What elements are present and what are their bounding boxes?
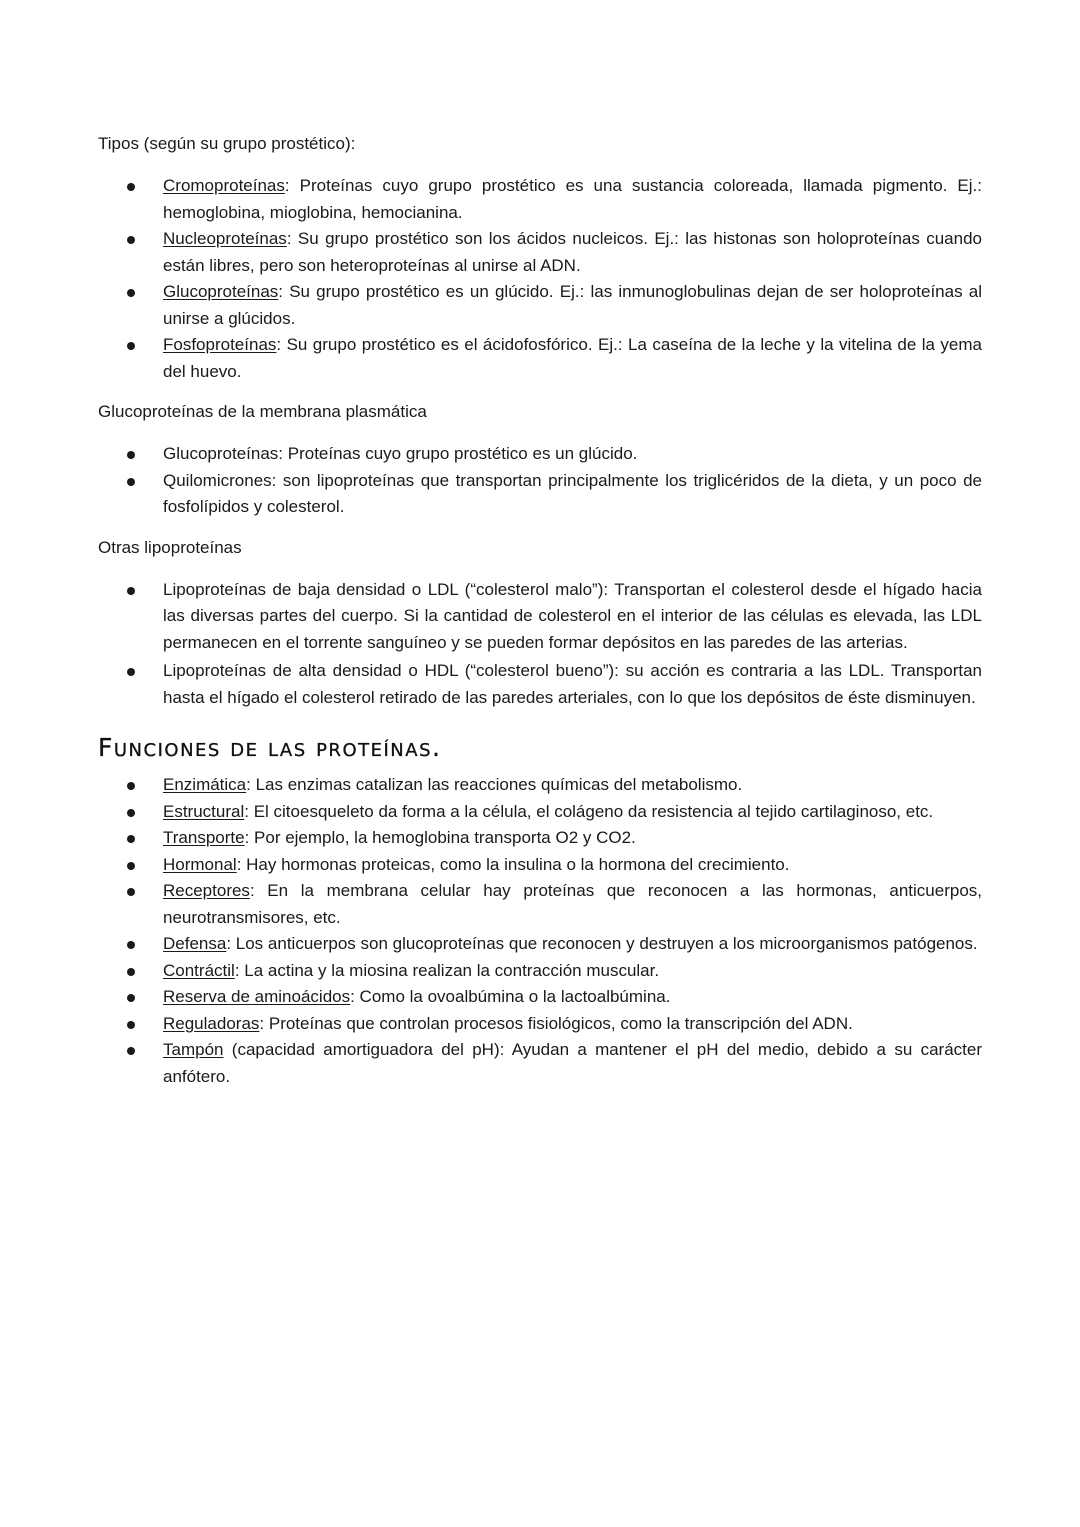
item-text: : Hay hormonas proteicas, como la insulina o la hormona del crecimiento. [236,854,790,874]
list-item [98,825,982,852]
term: Transporte [163,828,245,847]
item-text: : Su grupo prostético es un glúcido. Ej.: las inmunoglobulinas dejan de ser holoproteínas al unirse a glúcidos. [163,282,982,328]
bullet-icon [127,994,135,1002]
item-text: : Su grupo prostético es el ácidofosfórico. Ej.: La caseína de la leche y la vitelina de la yema del huevo. [163,335,982,381]
item-text: Lipoproteínas de baja densidad o LDL (“colesterol malo”): Transportan el colesterol desde el hígado hacia las diversas partes del cuerpo. Si la cantidad de colesterol en el interior de las células es elevada, las LDL permanecen en el torrente sanguíneo y se pueden formar depósitos en las paredes de las arterias. [163,579,982,652]
membrana-title: Glucoproteínas de la membrana plasmática [98,402,427,421]
bullet-icon [127,342,135,350]
term: Enzimática [163,775,247,794]
list-item [98,931,982,958]
list-item [98,226,982,279]
funciones-heading: Funciones de las proteínas. [98,733,442,762]
funciones-list [98,772,982,1090]
item-text: Lipoproteínas de alta densidad o HDL (“colesterol bueno”): su acción es contraria a las LDL. Transportan hasta el hígado el colesterol retirado de las paredes arteriales, con lo que los depósitos de éste disminuyen. [163,661,982,707]
list-item [98,658,982,711]
list-item [98,799,982,826]
bullet-icon [127,587,135,595]
item-text: : Como la ovoalbúmina o la lactoalbúmina. [350,987,671,1006]
list-item [98,173,982,226]
list-item [98,958,982,985]
list-item [98,852,982,879]
term: Reguladoras [163,1013,260,1033]
list-item [98,878,982,931]
bullet-icon [127,478,135,486]
bullet-icon [127,668,135,676]
list-item [98,1037,982,1090]
tipos-list [98,173,982,385]
bullet-icon [127,862,135,870]
document-content [98,131,982,1090]
item-text: : El citoesqueleto da forma a la célula, el colágeno da resistencia al tejido cartilaginoso, etc. [244,801,934,821]
term: Reserva de aminoácidos [163,987,351,1006]
bullet-icon [127,183,135,191]
list-item [98,332,982,385]
list-item [98,441,982,468]
term: Cromoproteínas [163,176,285,195]
item-text: : Proteínas cuyo grupo prostético es una sustancia coloreada, llamada pigmento. Ej.: hemoglobina, mioglobina, hemocianina. [163,176,982,222]
otras-title: Otras lipoproteínas [98,537,242,557]
term: Receptores [163,881,250,900]
bullet-icon [127,782,135,790]
list-item [98,1011,982,1038]
term: Fosfoproteínas [163,335,277,354]
membrana-list [98,441,982,521]
bullet-icon [127,968,135,976]
item-text: : Las enzimas catalizan las reacciones químicas del metabolismo. [246,775,743,794]
term: Hormonal [163,854,237,874]
bullet-icon [127,809,135,817]
bullet-icon [127,888,135,896]
item-text: : La actina y la miosina realizan la contracción muscular. [234,960,660,980]
term: Contráctil [163,960,235,980]
item-text: Glucoproteínas: Proteínas cuyo grupo prostético es un glúcido. [163,444,638,463]
tipos-title: Tipos (según su grupo prostético): [98,134,356,153]
bullet-icon [127,1021,135,1029]
term: Estructural [163,801,245,821]
term: Tampón [163,1040,224,1059]
item-text: Quilomicrones: son lipoproteínas que transportan principalmente los triglicéridos de la dieta, y un poco de fosfolípidos y colesterol. [163,470,982,516]
bullet-icon [127,941,135,949]
item-text: : Por ejemplo, la hemoglobina transporta O2 y CO2. [244,828,636,847]
bullet-icon [127,451,135,459]
list-item [98,772,982,799]
list-item [98,984,982,1011]
list-item [98,468,982,521]
item-text: : Los anticuerpos son glucoproteínas que reconocen y destruyen a los microorganismos patógenos. [226,934,978,953]
bullet-icon [127,289,135,297]
term: Defensa [163,934,227,953]
list-item [98,577,982,657]
term: Nucleoproteínas [163,229,287,248]
bullet-icon [127,236,135,244]
otras-list [98,577,982,712]
bullet-icon [127,1047,135,1055]
item-text: : Su grupo prostético son los ácidos nucleicos. Ej.: las histonas son holoproteínas cuando están libres, pero son heteroproteínas al unirse al ADN. [163,229,982,275]
item-text: : En la membrana celular hay proteínas que reconocen a las hormonas, anticuerpos, neurotransmisores, etc. [163,881,982,927]
item-text: : Proteínas que controlan procesos fisiológicos, como la transcripción del ADN. [259,1013,853,1033]
bullet-icon [127,835,135,843]
item-text: (capacidad amortiguadora del pH): Ayudan a mantener el pH del medio, debido a su carácter anfótero. [163,1040,982,1086]
term: Glucoproteínas [163,282,279,301]
list-item [98,279,982,332]
